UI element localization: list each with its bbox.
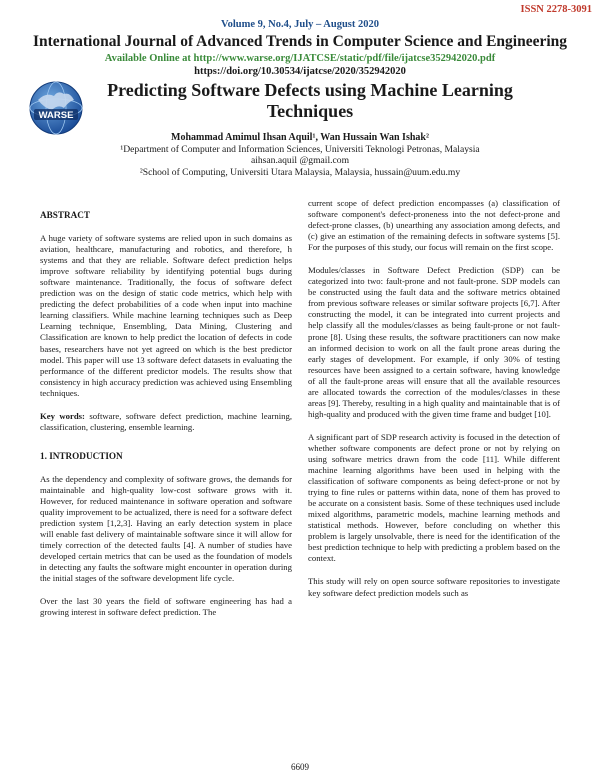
page-number: 6609: [291, 762, 309, 772]
intro-paragraph-2: Over the last 30 years the field of software engineering has had a growing interest in software defect prediction. The: [40, 596, 292, 618]
introduction-heading: 1. INTRODUCTION: [40, 450, 123, 461]
right-column: [308, 198, 560, 599]
author-block: [0, 132, 600, 178]
right-paragraph-4: This study will rely on open source software repositories to investigate key software defect prediction models such as: [308, 576, 560, 598]
affiliation-2: ²School of Computing, Universiti Utara Malaysia, Malaysia, hussain@uum.edu.my: [139, 166, 461, 178]
abstract-heading: ABSTRACT: [40, 210, 91, 220]
intro-paragraph-1: As the dependency and complexity of software grows, the demands for maintainable and high-quality low-cost software grows with it. However, for reduced maintenance in software operation and software quality improvement to be actualized, there is need for a software defect prediction system [1,2,3]. Having an early detection system in place will enable fast delivery of maintainable software since it will allow for timely correction of the detected faults [4]. A number of studies have developed certain metrics that can be used as the foundation of models in detecting any faults the software might encounter in operation during the initial stages of the software development life cycle.: [40, 473, 292, 584]
volume-info: Volume 9, No.4, July – August 2020: [220, 19, 379, 30]
abstract-text: A huge variety of software systems are relied upon in such domains as aviation, healthcare, manufacturing and robotics, and therefore, h systems and that they are reliable. Software defect prediction helps improve software reliability by identifying potential bugs during software maintenance. Traditionally, the focus of software defect prediction was on the design of static code metrics, which help with predicting the defect probabilities of a code when input into machine learning classifiers. While machine learning techniques such as Deep Learning technique, Ensembling, Data Mining, Clustering and Classification are known to help predict the location of defects in code bases, researchers have not yet agreed on which is the best predictor model. This paper will use 13 software defect datasets in evaluating the performance of the different predictor models. The results show that consistency in high accuracy prediction was achieved using Ensembling techniques.: [40, 233, 292, 398]
keywords-label: Key words:: [40, 410, 85, 421]
keywords-list: software, software defect prediction, machine learning, classification, clustering, ensemble learning.: [40, 410, 292, 432]
right-paragraph-2: Modules/classes in Software Defect Prediction (SDP) can be categorized into two: fault-prone and not fault-prone. SDP models can be constructed using the fault data and the software metrics obtained from previous software releases or similar software projects [6,7]. After constructing the model, it can be integrated into current projects and help classify all the modules/classes as being fault-prone or not fault-prone [8]. Using these results, the software practitioners can now make an informed decision to work on all the fault prone areas during the early stages of development. For example, if only 30% of testing resources have been assigned to a certain software, having knowledge of all the fault-prone areas will ensure that all the available resources are allocated towards the correction of the modules/classes in these areas [9]. Thereby, resulting in a high quality and maintainable that is of high-quality and produced with the given time frame and budget [10].: [308, 265, 560, 419]
keywords: [40, 411, 292, 433]
author-names: Mohammad Amimul Ihsan Aquil¹, Wan Hussain Wan Ishak²: [171, 132, 429, 143]
author-email-1: aihsan.aquil @gmail.com: [250, 155, 350, 167]
warse-logo: [28, 80, 84, 136]
journal-name: International Journal of Advanced Trends in Computer Science and Engineering: [32, 33, 568, 50]
online-url[interactable]: Available Online at http://www.warse.org/IJATCSE/static/pdf/file/ijatcse352942020.pdf: [104, 53, 496, 64]
doi-link[interactable]: https://doi.org/10.30534/ijatcse/2020/352942020: [194, 66, 406, 77]
logo-text: WARSE: [38, 110, 74, 121]
left-column: [40, 210, 292, 618]
paper-title: Predicting Software Defects using Machine Learning Techniques: [107, 80, 513, 121]
issn-label: ISSN 2278-3091: [520, 4, 592, 15]
journal-header: [0, 18, 600, 78]
right-paragraph-1: current scope of defect prediction encompasses (a) classification of software component's defect-proneness into the not defect-prone and defect-prone classes, (b) unearthing any association among defects, and (c) give an estimation of the remaining defects in software systems [5]. For the purposes of this study, our focus will remain on the first scope.: [308, 198, 560, 253]
right-paragraph-3: A significant part of SDP research activity is focused in the detection of whether software components are defect prone or not by relying on using software metrics drawn from the code [11]. While different machine learning algorithms have been used in helping with the classification of software components as being defect-prone or not by trying to fine rules or patterns within data, none of them has proved to be accurate on a consistent basis. Some of these techniques used include mixed algorithms, parametric models, machine learning methods and statistical methods. However, before concluding on whether this problem is largely unsolvable, there is need for the identification of the best prediction technique to help with predicting a problem based on the context.: [308, 431, 560, 564]
affiliation-1: ¹Department of Computer and Information Sciences, Universiti Teknologi Petronas, Malaysia: [120, 143, 480, 155]
